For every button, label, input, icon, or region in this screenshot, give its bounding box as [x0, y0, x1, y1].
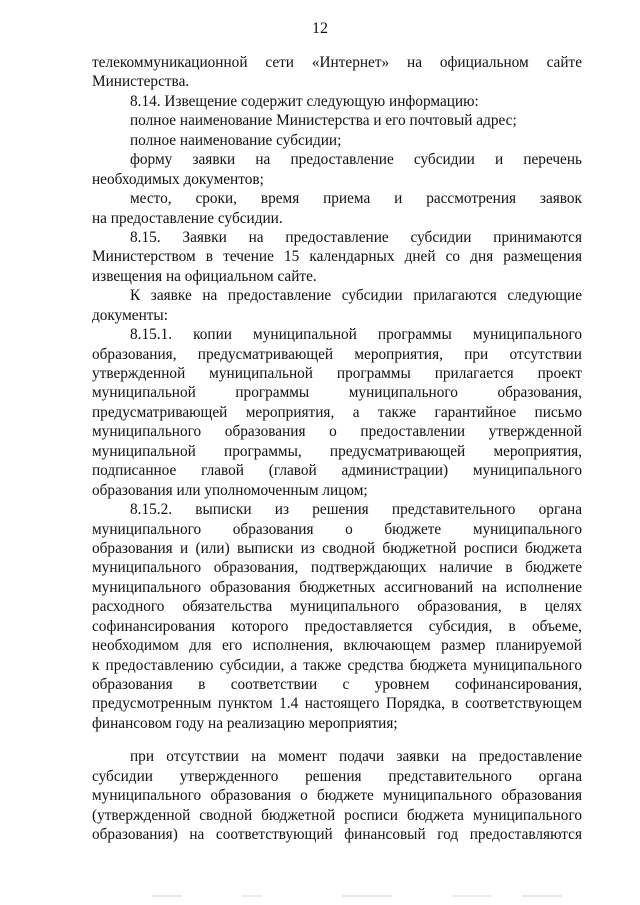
- text-line: полное наименование субсидии;: [130, 131, 342, 149]
- text-line: предусмотренным пунктом 1.4 настоящего Порядка, в соответствующем: [92, 695, 582, 713]
- text-line: телекоммуникационной сети «Интернет» на официальном сайте: [92, 54, 582, 71]
- text-line: место, сроки, время приема и рассмотрения заявок: [130, 190, 582, 208]
- text-line: К заявке на предоставление субсидии прилагаются следующие: [130, 287, 582, 305]
- text-line: муниципального образования о предоставлении утвержденной: [92, 423, 582, 441]
- text-line: Министерства.: [92, 73, 190, 91]
- text-line: образования в соответствии с уровнем софинансирования,: [92, 676, 582, 693]
- text-line: 8.14. Извещение содержит следующую информацию:: [130, 92, 479, 110]
- text-line: образования, предусматривающей мероприятия, при отсутствии: [92, 345, 582, 363]
- text-line: субсидии утвержденного решения представительного органа: [92, 767, 582, 785]
- text-line: образования и (или) выписки из сводной бюджетной росписи бюджета: [92, 539, 582, 557]
- text-line: муниципального образования, подтверждающих наличие в бюджете: [92, 559, 582, 577]
- text-line: расходного обязательства муниципального образования, в целях: [92, 598, 582, 616]
- text-line: 8.15. Заявки на предоставление субсидии принимаются: [130, 228, 582, 246]
- text-line: извещения на официальном сайте.: [92, 267, 317, 285]
- text-line: при отсутствии на момент подачи заявки на предоставление: [130, 748, 582, 766]
- text-line: муниципального образования о бюджете муниципального образования: [92, 787, 582, 805]
- text-line: на предоставление субсидии.: [92, 209, 283, 227]
- text-line: муниципального образования о бюджете муниципального: [92, 520, 582, 538]
- text-line: утвержденной муниципальной программы прилагается проект: [92, 365, 582, 382]
- text-line: форму заявки на предоставление субсидии и перечень: [130, 151, 582, 169]
- text-line: образования или уполномоченным лицом;: [92, 481, 368, 499]
- text-line: муниципального образования бюджетных ассигнований на исполнение: [92, 578, 582, 596]
- text-line: финансовом году на реализацию мероприятия;: [92, 714, 398, 732]
- text-line: образования) на соответствующий финансовый год предоставляются: [92, 826, 582, 844]
- text-line: подписанное главой (главой администрации) муниципального: [92, 462, 582, 480]
- text-line: полное наименование Министерства и его почтовый адрес;: [130, 112, 517, 130]
- text-line: 8.15.2. выписки из решения представительного органа: [130, 501, 582, 519]
- text-line: муниципальной программы, предусматривающей мероприятия,: [92, 442, 582, 460]
- text-line: к предоставлению субсидии, а также средства бюджета муниципального: [92, 656, 582, 674]
- text-line: софинансирования которого предоставляется субсидия, в объеме,: [92, 617, 582, 635]
- text-line: (утвержденной сводной бюджетной росписи бюджета муниципального: [92, 806, 582, 824]
- text-line: 8.15.1. копии муниципальной программы муниципального: [130, 326, 582, 344]
- document-body: [92, 53, 582, 845]
- scan-artifact-marks: [92, 893, 582, 899]
- text-line: Министерством в течение 15 календарных дней со дня размещения: [92, 248, 582, 266]
- text-line: предусматривающей мероприятия, а также гарантийное письмо: [92, 403, 582, 421]
- text-line: муниципальной программы муниципального образования,: [92, 384, 582, 402]
- text-line: необходимом для его исполнения, включающем размер планируемой: [92, 637, 582, 655]
- text-line: необходимых документов;: [92, 170, 264, 188]
- text-line: документы:: [92, 306, 168, 324]
- page-number: 12: [312, 20, 328, 37]
